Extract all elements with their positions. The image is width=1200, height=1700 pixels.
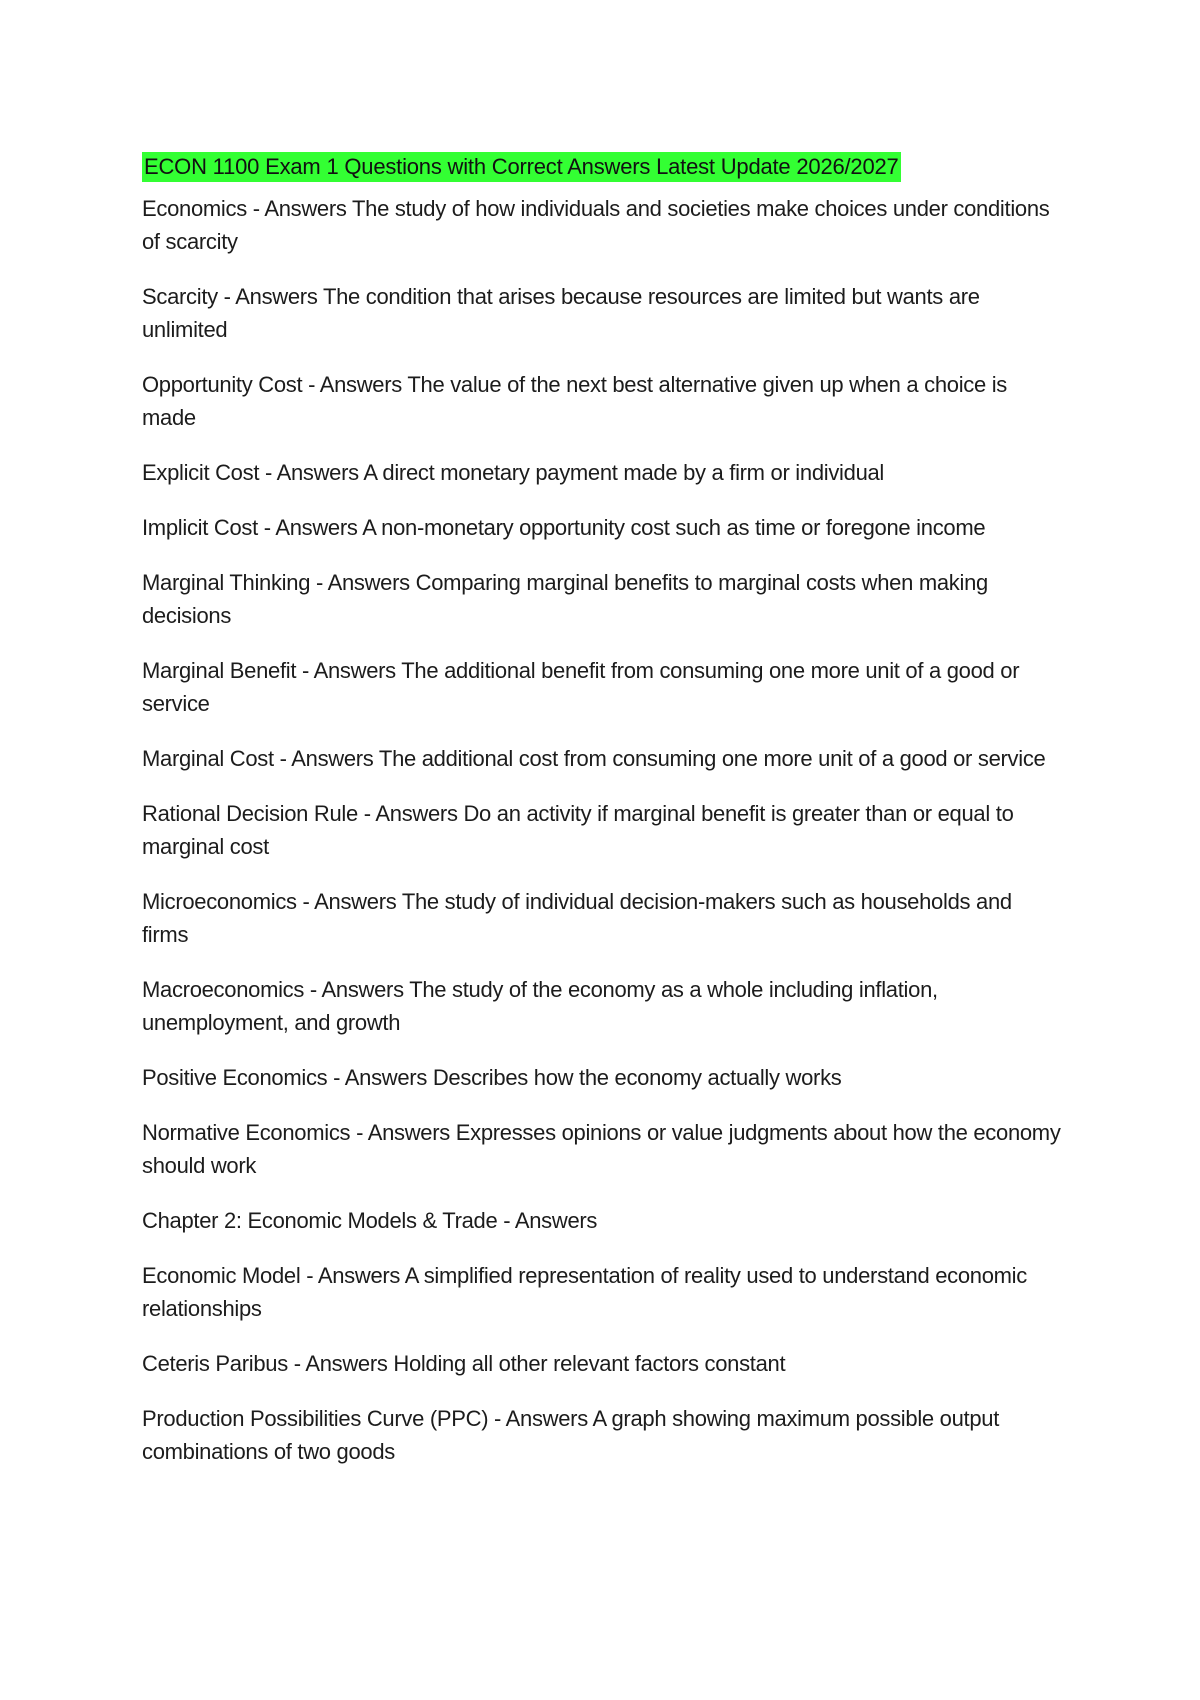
list-item: Ceteris Paribus - Answers Holding all other relevant factors constant [142,1351,786,1376]
list-item: Microeconomics - Answers The study of individual decision-makers such as households and firms [142,889,1012,947]
list-item: Economic Model - Answers A simplified representation of reality used to understand economic relationships [142,1263,1027,1321]
document-page [142,152,1062,1490]
list-item: Economics - Answers The study of how individuals and societies make choices under conditions of scarcity [142,196,1050,254]
list-item: Marginal Benefit - Answers The additional benefit from consuming one more unit of a good or service [142,658,1020,716]
list-item: Scarcity - Answers The condition that arises because resources are limited but wants are unlimited [142,284,980,342]
list-item: Explicit Cost - Answers A direct monetary payment made by a firm or individual [142,460,885,485]
list-item: Rational Decision Rule - Answers Do an activity if marginal benefit is greater than or equal to marginal cost [142,801,1014,859]
list-item: Positive Economics - Answers Describes how the economy actually works [142,1065,842,1090]
list-item: Macroeconomics - Answers The study of the economy as a whole including inflation, unemployment, and growth [142,977,938,1035]
list-item: Implicit Cost - Answers A non-monetary opportunity cost such as time or foregone income [142,515,986,540]
list-item: Production Possibilities Curve (PPC) - Answers A graph showing maximum possible output combinations of two goods [142,1406,1000,1464]
list-item: Marginal Thinking - Answers Comparing marginal benefits to marginal costs when making decisions [142,570,988,628]
flashcard-list [142,192,1062,1468]
document-title: ECON 1100 Exam 1 Questions with Correct Answers Latest Update 2026/2027 [142,152,901,182]
list-item: Marginal Cost - Answers The additional cost from consuming one more unit of a good or service [142,746,1046,771]
chapter-heading: Chapter 2: Economic Models & Trade - Answers [142,1208,598,1233]
list-item: Normative Economics - Answers Expresses opinions or value judgments about how the economy should work [142,1120,1061,1178]
list-item: Opportunity Cost - Answers The value of the next best alternative given up when a choice is made [142,372,1008,430]
